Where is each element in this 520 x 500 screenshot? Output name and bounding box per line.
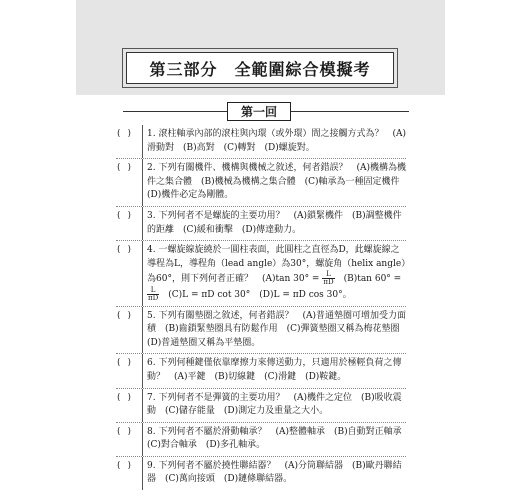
question-text: 4. 一螺旋線旋繞於一圓柱表面，此圓柱之直徑為D，此螺旋線之導程為L，導程角（lead angle）為30°，螺旋角（helix angle）為60°，則下列何者正確？ (A)tan 30° = $\frac{L}{\pi D}$ (B)tan 60° = $\frac{L}{\pi D}$ (C)L = πD cot 30° (D)L = πD cos 30°。 bbox=[147, 245, 406, 302]
question-4 bbox=[116, 241, 406, 306]
question-text: 1. 滾柱軸承內部的滾柱與內環（或外環）間之接觸方式為？ (A)滑動對 (B)高對 (C)轉對 (D)螺旋對。 bbox=[147, 129, 406, 153]
question-1 bbox=[116, 125, 406, 159]
fraction: $\frac{L}{\pi D}$ bbox=[148, 285, 159, 302]
question-divider bbox=[142, 207, 143, 240]
answer-blank[interactable]: ( ) bbox=[116, 392, 132, 403]
section-title: 第一回 bbox=[227, 102, 291, 121]
question-divider bbox=[142, 125, 143, 158]
question-list bbox=[116, 125, 411, 490]
answer-blank[interactable]: ( ) bbox=[116, 358, 132, 369]
question-text: 7. 下列何者不是彈簧的主要功用？ (A)機件之定位 (B)吸收震動 (C)儲存能量 (D)測定力及重量之大小。 bbox=[147, 392, 402, 417]
answer-blank[interactable]: ( ) bbox=[116, 426, 132, 437]
question-2 bbox=[116, 159, 409, 207]
question-7 bbox=[116, 389, 406, 423]
question-divider bbox=[142, 389, 143, 422]
answer-blank[interactable]: ( ) bbox=[116, 245, 132, 256]
answer-blank[interactable]: ( ) bbox=[116, 210, 132, 221]
question-divider bbox=[142, 159, 143, 206]
answer-blank[interactable]: ( ) bbox=[116, 129, 132, 139]
question-divider bbox=[142, 423, 143, 456]
question-divider bbox=[142, 241, 143, 305]
question-divider bbox=[142, 307, 143, 354]
question-text: 9. 下列何者不屬於撓性聯結器？ (A)分筒聯結器 (B)歐丹聯結器 (C)萬向接頭 (D)鏈條聯結器。 bbox=[147, 460, 402, 485]
question-text: 5. 下列有關墊圈之敘述，何者錯誤？ (A)普通墊圈可增加受力面積 (B)齒鎖緊墊圈具有防鬆作用 (C)彈簧墊圈又稱為梅花墊圈 (D)普通墊圈又稱為平墊圈。 bbox=[147, 310, 409, 348]
chapter-title: 第三部分 全範圍綜合模擬考 bbox=[149, 59, 371, 79]
answer-blank[interactable]: ( ) bbox=[116, 460, 132, 471]
question-text: 8. 下列何者不屬於滑動軸承？ (A)整體軸承 (B)自動對正軸承 (C)對合軸承 (D)多孔軸承。 bbox=[147, 426, 411, 451]
question-divider bbox=[142, 354, 143, 387]
answer-blank[interactable]: ( ) bbox=[116, 310, 132, 321]
question-text: 2. 下列有關機件、機構與機械之敘述，何者錯誤？ (A)機構為機件之集合體 (B)機械為機構之集合體 (C)軸承為一種固定機件 (D)機件必定為剛體。 bbox=[147, 163, 409, 201]
question-9 bbox=[116, 457, 406, 490]
question-divider bbox=[142, 457, 143, 490]
question-6 bbox=[116, 354, 406, 388]
fraction: $\frac{L}{\pi D}$ bbox=[323, 270, 334, 287]
question-text: 6. 下列何種鍵僅依靠摩擦力來傳送動力，只適用於極輕負荷之傳動？ (A)平鍵 (B)切線鍵 (C)滑鍵 (D)鞍鍵。 bbox=[147, 358, 402, 382]
question-5 bbox=[116, 307, 409, 355]
answer-blank[interactable]: ( ) bbox=[116, 163, 132, 174]
question-text: 3. 下列何者不是螺旋的主要功用？ (A)鎖緊機件 (B)調整機件的距離 (C)緩和衝擊 (D)傳達動力。 bbox=[147, 210, 402, 235]
question-3 bbox=[116, 207, 406, 241]
chapter-title-box bbox=[126, 52, 394, 84]
question-8 bbox=[116, 423, 411, 457]
